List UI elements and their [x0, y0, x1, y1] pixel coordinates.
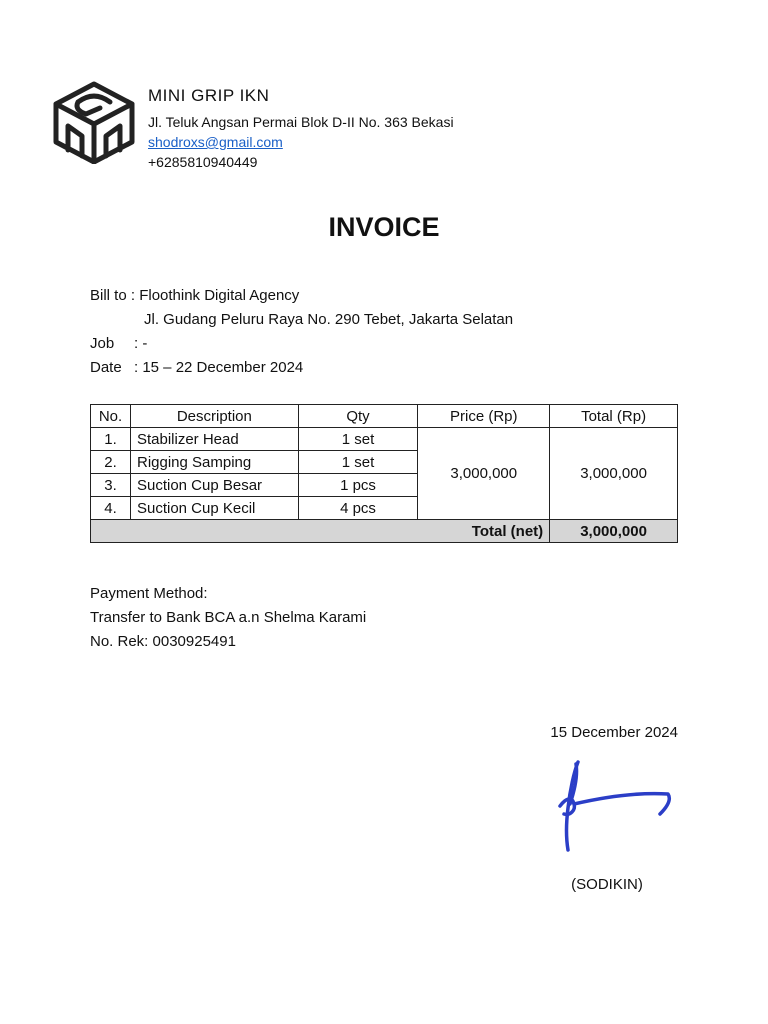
date-label: Date — [90, 359, 122, 376]
net-total-value: 3,000,000 — [550, 520, 678, 543]
invoice-title: INVOICE — [328, 212, 440, 242]
payment-account: No. Rek: 0030925491 — [90, 633, 236, 650]
row-description: Rigging Samping — [130, 451, 298, 474]
job-label: Job — [90, 335, 115, 352]
payment-info — [90, 582, 366, 654]
company-logo-icon — [52, 80, 136, 164]
header-no: No. — [91, 405, 131, 428]
header-total: Total (Rp) — [550, 405, 678, 428]
row-no: 3. — [91, 474, 131, 497]
table-header-row — [91, 405, 678, 428]
signature-icon — [540, 752, 680, 860]
job-value: : - — [134, 335, 148, 352]
table-row — [91, 428, 678, 451]
billing-info — [90, 284, 513, 380]
payment-bank: Transfer to Bank BCA a.n Shelma Karami — [90, 609, 367, 626]
row-description: Stabilizer Head — [130, 428, 298, 451]
row-qty: 1 set — [298, 428, 418, 451]
net-total-label: Total (net) — [91, 520, 550, 543]
header-price: Price (Rp) — [418, 405, 550, 428]
row-no: 1. — [91, 428, 131, 451]
header-description: Description — [130, 405, 298, 428]
row-qty: 1 pcs — [298, 474, 418, 497]
company-address: Jl. Teluk Angsan Permai Blok D-II No. 363 Bekasi — [148, 114, 454, 130]
date-value: : 15 – 22 December 2024 — [134, 359, 304, 376]
signature-date: 15 December 2024 — [550, 724, 678, 741]
row-no: 2. — [91, 451, 131, 474]
bill-to-name: : Floothink Digital Agency — [130, 287, 300, 304]
row-description: Suction Cup Kecil — [130, 497, 298, 520]
header-qty: Qty — [298, 405, 418, 428]
payment-heading: Payment Method: — [90, 585, 208, 602]
price-cell: 3,000,000 — [418, 428, 550, 520]
row-qty: 1 set — [298, 451, 418, 474]
row-qty: 4 pcs — [298, 497, 418, 520]
company-name: MINI GRIP IKN — [148, 86, 270, 105]
total-cell: 3,000,000 — [550, 428, 678, 520]
signer-name: (SODIKIN) — [571, 876, 643, 893]
bill-to-label: Bill to — [90, 287, 127, 304]
company-email-link[interactable]: shodroxs@gmail.com — [148, 134, 283, 150]
row-description: Suction Cup Besar — [130, 474, 298, 497]
net-total-row — [91, 520, 678, 543]
items-table — [90, 404, 678, 543]
company-info — [148, 86, 454, 172]
company-phone: +6285810940449 — [148, 154, 258, 170]
bill-to-address: Jl. Gudang Peluru Raya No. 290 Tebet, Jakarta Selatan — [144, 311, 514, 328]
row-no: 4. — [91, 497, 131, 520]
